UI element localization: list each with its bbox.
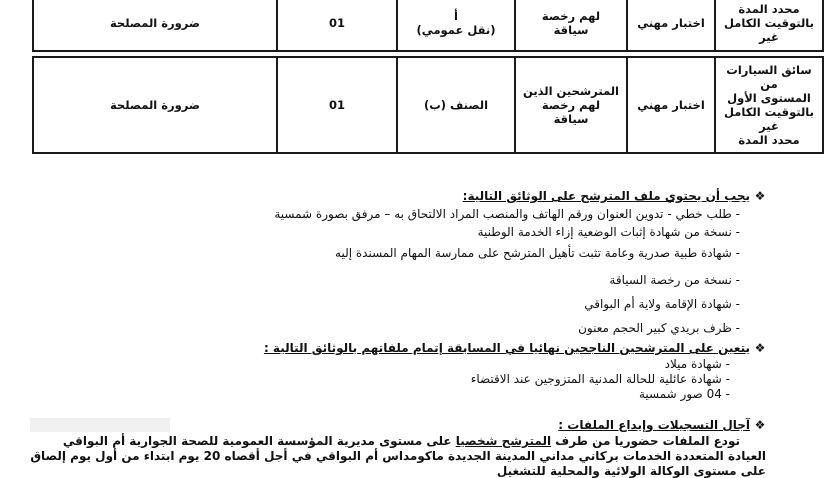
recruitment-mode-cell: اختبار مهني xyxy=(627,0,715,51)
scan-smudge xyxy=(30,418,170,432)
list-item: - طلب خطي - تدوين العنوان ورقم الهاتف والمنصب المراد الالتحاق به – مرفق بصورة شمسية xyxy=(274,207,740,221)
table-row xyxy=(33,57,823,153)
list-item: - شهادة عائلية للحالة المدنية المتزوجين عند الاقتضاء xyxy=(470,372,730,386)
heading-text: يجب أن يحتوي ملف المترشح على الوثائق التالية: xyxy=(462,189,750,203)
list-item: - نسخة من رخصة السياقة xyxy=(609,273,740,287)
grade-line: بالتوقيت الكامل غير xyxy=(724,105,814,133)
grade-cell xyxy=(715,57,823,153)
required-documents-heading xyxy=(463,189,766,203)
conditions-line: سياقة xyxy=(553,23,589,37)
bullet-star-icon: ❖ xyxy=(754,418,766,432)
list-item: - شهادة طبية صدرية وعامة تثبت تأهيل المترشح على ممارسة المهام المسندة إليه xyxy=(335,246,740,260)
conditions-line: المترشحين الذين xyxy=(522,84,620,98)
grade-line: محدد المدة xyxy=(738,133,800,147)
conditions-cell xyxy=(515,57,627,153)
list-item: - شهادة الإقامة ولاية أم البواقي xyxy=(584,297,740,311)
grade-cell xyxy=(715,0,823,51)
positions-count-cell: 01 xyxy=(277,57,397,153)
recruitment-mode-cell: اختبار مهني xyxy=(627,57,715,153)
table-row xyxy=(33,0,823,51)
category-line: أ xyxy=(454,9,458,23)
list-item: - ظرف بريدي كبير الحجم معنون xyxy=(578,321,740,335)
bullet-star-icon: ❖ xyxy=(754,341,766,355)
deadlines-text: على مستوى مديرية المؤسسة العمومية للصحة الجوارية أم البواقي xyxy=(62,434,452,448)
conditions-line: لهم رخصة xyxy=(541,98,601,112)
category-cell: الصنف (ب) xyxy=(397,57,515,153)
final-documents-heading xyxy=(264,341,766,355)
positions-count-cell: 01 xyxy=(277,0,397,51)
list-item: - نسخة من شهادة إثبات الوضعية إزاء الخدمة الوطنية xyxy=(477,225,740,239)
category-cell xyxy=(397,0,515,51)
deadlines-heading xyxy=(558,418,766,432)
conditions-line: لهم رخصة xyxy=(541,9,601,23)
reason-cell: ضرورة المصلحة xyxy=(33,57,277,153)
bullet-star-icon: ❖ xyxy=(754,189,766,203)
grade-line: بالتوقيت الكامل غير xyxy=(724,16,814,44)
deadlines-line-3: على مستوى الوكالة الولائية والمحلية للتشغيل xyxy=(496,464,766,478)
deadlines-line-1 xyxy=(63,434,740,448)
heading-text: آجال التسجيلات وإيداع الملفات : xyxy=(558,418,750,432)
positions-table xyxy=(32,0,824,154)
reason-cell: ضرورة المصلحة xyxy=(33,0,277,51)
list-item: - 04 صور شمسية xyxy=(638,387,730,401)
conditions-line: سياقة xyxy=(553,112,589,126)
list-item: - شهادة ميلاد xyxy=(664,357,730,371)
grade-line: محدد المدة xyxy=(738,2,800,16)
heading-text: يتعين على المترشحين الناجحين نهائيا في المسابقة إتمام ملفاتهم بالوثائق التالية : xyxy=(263,341,750,355)
deadlines-line-2: العيادة المتعددة الخدمات بركاني مداني المدينة الجديدة ماكومداس أم البواقي في أجل أقصاه 20 يوم ابتداء من أول يوم إلصاق xyxy=(30,449,766,463)
deadlines-text: تودع الملفات حضوريا من طرف xyxy=(555,434,740,448)
deadlines-emphasis: المترشح شخصيا xyxy=(455,434,552,448)
category-line: (نقل عمومي) xyxy=(416,23,496,37)
grade-line: سائق السيارات من xyxy=(726,63,812,91)
grade-line: المستوى الأول xyxy=(727,91,811,105)
conditions-cell xyxy=(515,0,627,51)
